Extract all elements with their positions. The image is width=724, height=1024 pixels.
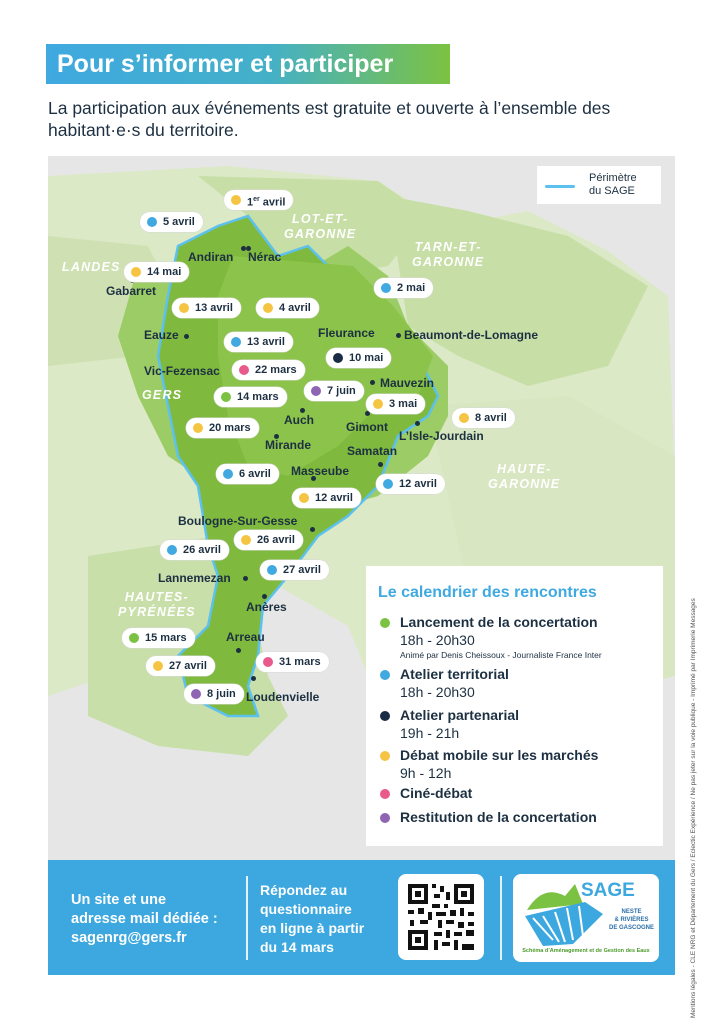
calendar-item-label: Lancement de la concertation [400, 614, 598, 630]
town-nerac: Nérac [248, 250, 282, 264]
calendar-item-label: Débat mobile sur les marchés [400, 747, 599, 763]
date-pin [376, 474, 445, 494]
footer-line: questionnaire [260, 901, 352, 917]
debat-dot-icon [193, 423, 203, 433]
date-label: 14 mars [237, 391, 279, 403]
town-mauvezin: Mauvezin [380, 376, 435, 390]
calendar-item-note: Animé par Denis Cheissoux - Journaliste France Inter [400, 650, 602, 660]
date-label: 12 avril [399, 478, 437, 490]
footer-questionnaire [260, 881, 390, 957]
calendar-item-label: Atelier territorial [400, 666, 509, 682]
date-pin [304, 381, 364, 401]
restitution-dot-icon [311, 386, 321, 396]
intro-text: La participation aux événements est gratuite et ouverte à l’ensemble des habitant·e·s du territoire. [48, 98, 611, 140]
territorial-dot-icon [167, 545, 177, 555]
date-label: 12 avril [315, 492, 353, 504]
lancement-dot-icon [380, 618, 390, 628]
footer-divider [500, 876, 502, 960]
town-boulogne: Boulogne-Sur-Gesse [178, 514, 298, 528]
town-mirande: Mirande [265, 438, 312, 452]
region-gers: GERS [142, 388, 183, 402]
date-pin [234, 530, 303, 550]
region-tarn-et-garonne: TARN-ET- GARONNE [412, 240, 485, 269]
town-lannemezan: Lannemezan [158, 571, 231, 585]
date-label: 14 mai [147, 266, 182, 278]
date-pin [140, 212, 203, 232]
date-pin [256, 298, 319, 318]
date-label: 27 avril [169, 660, 207, 672]
calendar-item-time: 19h - 21h [400, 725, 460, 741]
date-label: 22 mars [255, 364, 297, 376]
date-pin [214, 387, 287, 407]
region-landes: LANDES [62, 260, 121, 274]
date-label: 20 mars [209, 422, 251, 434]
partenarial-dot-icon [380, 711, 390, 721]
restitution-dot-icon [191, 689, 201, 699]
territorial-dot-icon [223, 469, 233, 479]
town-dot [262, 594, 267, 599]
footer-line: en ligne à partir [260, 920, 365, 936]
town-andiran: Andiran [188, 250, 234, 264]
debat-dot-icon [263, 303, 273, 313]
qr-code-icon[interactable] [398, 874, 484, 960]
footer-line: Répondez au [260, 882, 348, 898]
legend-label: Périmètre du SAGE [589, 172, 637, 197]
legal-notice: Mentions légales - CLE NRG et Département du Gers / Eclectic Expérience / Ne pas jeter sur la voie publique - Imprimé par Imprimerie Messages [690, 598, 697, 1018]
cine-dot-icon [380, 789, 390, 799]
town-dot [370, 380, 375, 385]
date-pin [186, 418, 259, 438]
date-pin [292, 488, 361, 508]
calendar-legend [366, 566, 663, 846]
date-label: 8 avril [475, 412, 507, 424]
town-dot [236, 648, 241, 653]
town-masseube: Masseube [291, 464, 350, 478]
territorial-dot-icon [383, 479, 393, 489]
date-label: 6 avril [239, 468, 271, 480]
territorial-dot-icon [381, 283, 391, 293]
town-samatan: Samatan [347, 444, 398, 458]
region-lot-et-garonne: LOT-ET- GARONNE [284, 212, 357, 241]
restitution-dot-icon [380, 813, 390, 823]
date-pin: 1er avril [224, 190, 293, 210]
date-pin [160, 540, 229, 560]
town-loudenvielle: Loudenvielle [246, 690, 320, 704]
cine-dot-icon [239, 365, 249, 375]
date-pin [260, 560, 329, 580]
debat-dot-icon [241, 535, 251, 545]
date-pin [216, 464, 279, 484]
date-label: 13 avril [195, 302, 233, 314]
region-hautes-pyrenees: HAUTES- PYRÉNÉES [118, 590, 196, 619]
logo-subtitle [609, 908, 654, 932]
date-pin [184, 684, 244, 704]
logo-tagline: Schéma d’Aménagement et de Gestion des Eaux [522, 948, 650, 954]
sage-logo [513, 874, 659, 962]
date-label: 7 juin [327, 385, 356, 397]
partenarial-dot-icon [333, 353, 343, 363]
date-label: 27 avril [283, 564, 321, 576]
debat-dot-icon [153, 661, 163, 671]
date-label: 26 avril [183, 544, 221, 556]
calendar-item-label: Ciné-débat [400, 785, 473, 801]
date-pin [326, 348, 391, 368]
territorial-dot-icon [380, 670, 390, 680]
debat-dot-icon [459, 413, 469, 423]
footer-contact [71, 891, 246, 948]
logo-sub-line: DE GASCOGNE [609, 925, 655, 931]
lancement-dot-icon [129, 633, 139, 643]
town-auch: Auch [284, 413, 314, 427]
title-band [46, 44, 450, 84]
debat-dot-icon [131, 267, 141, 277]
date-pin [146, 656, 215, 676]
town-dot [243, 576, 248, 581]
town-dot [310, 527, 315, 532]
town-vic-fezensac: Vic-Fezensac [144, 364, 220, 378]
perimeter-line-icon [545, 185, 575, 188]
territorial-dot-icon [147, 217, 157, 227]
town-gimont: Gimont [346, 420, 388, 434]
date-pin [124, 262, 189, 282]
town-dot [415, 421, 420, 426]
logo-sub-line: NESTE [621, 909, 642, 915]
date-pin [366, 394, 425, 414]
debat-dot-icon [299, 493, 309, 503]
town-eauze: Eauze [144, 328, 179, 342]
town-lisle-jourdain: L’Isle-Jourdain [399, 429, 484, 443]
debat-dot-icon [179, 303, 189, 313]
calendar-item-time: 18h - 20h30 [400, 684, 475, 700]
calendar-item-time: 9h - 12h [400, 765, 452, 781]
footer-line: du 14 mars [260, 939, 334, 955]
footer-divider [246, 876, 248, 960]
footer-band [48, 860, 675, 975]
calendar-item-label: Atelier partenarial [400, 707, 520, 723]
date-label: 4 avril [279, 302, 311, 314]
lancement-dot-icon [221, 392, 231, 402]
date-label: 3 mai [389, 398, 418, 410]
date-label: 31 mars [279, 656, 321, 668]
date-label: 13 avril [247, 336, 285, 348]
territorial-dot-icon [231, 337, 241, 347]
calendar-item-time: 18h - 20h30 [400, 632, 475, 648]
debat-dot-icon [231, 195, 241, 205]
date-label: 10 mai [349, 352, 384, 364]
footer-line: Un site et une [71, 892, 167, 908]
logo-sub-line: & RIVIÈRES [614, 917, 649, 923]
calendar-item-label: Restitution de la concertation [400, 809, 597, 825]
town-arreau: Arreau [226, 630, 265, 644]
town-gabarret: Gabarret [106, 284, 157, 298]
town-dot [184, 334, 189, 339]
territorial-dot-icon [267, 565, 277, 575]
date-label: 2 mai [397, 282, 426, 294]
date-pin [256, 652, 329, 672]
cine-dot-icon [263, 657, 273, 667]
date-label: 26 avril [257, 534, 295, 546]
date-label: 8 juin [207, 688, 236, 700]
debat-dot-icon [380, 751, 390, 761]
date-pin [232, 360, 305, 380]
town-fleurance: Fleurance [318, 326, 375, 340]
logo-name: SAGE [581, 880, 635, 901]
town-dot [378, 462, 383, 467]
map-legend [537, 166, 661, 204]
date-label: 15 mars [145, 632, 187, 644]
date-label: 5 avril [163, 216, 195, 228]
footer-line: adresse mail dédiée : [71, 911, 218, 927]
date-pin [122, 628, 195, 648]
town-aneres: Anères [246, 600, 287, 614]
date-pin [374, 278, 433, 298]
calendar-title: Le calendrier des rencontres [378, 584, 597, 601]
page-title: Pour s’informer et participer [57, 50, 394, 78]
date-pin [172, 298, 241, 318]
town-beaumont: Beaumont-de-Lomagne [404, 328, 539, 342]
footer-email[interactable]: sagenrg@gers.fr [71, 930, 187, 946]
town-dot [251, 676, 256, 681]
date-pin [452, 408, 515, 428]
region-haute-garonne: HAUTE- GARONNE [488, 462, 561, 491]
date-pin [224, 332, 293, 352]
town-dot [396, 333, 401, 338]
debat-dot-icon [373, 399, 383, 409]
